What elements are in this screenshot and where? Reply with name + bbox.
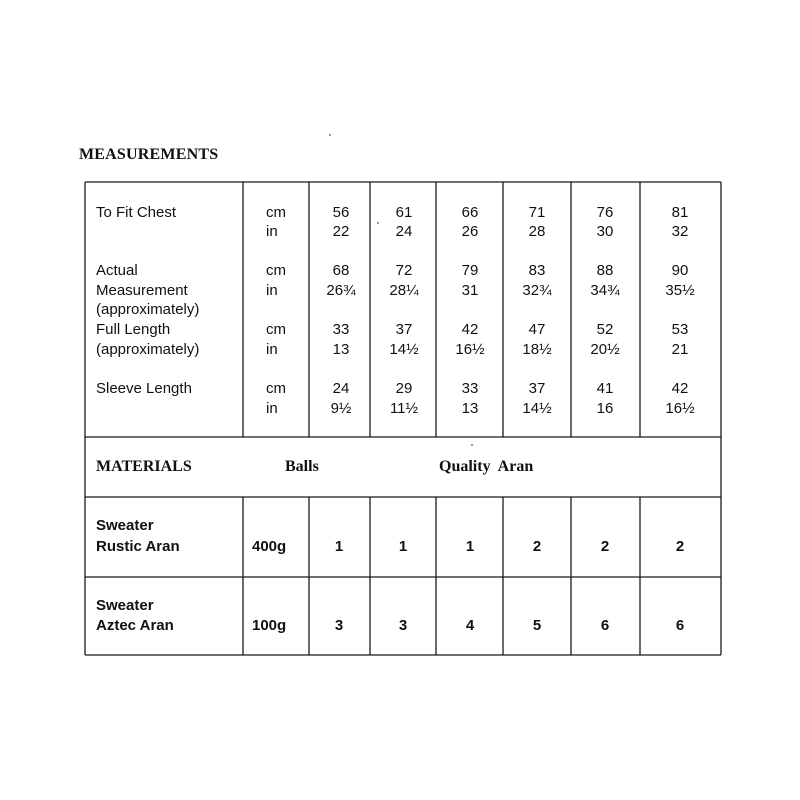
aztec-balls-size-3: 4 [465, 617, 475, 634]
sleeve-size-2-in: 11½ [389, 400, 419, 417]
chest-size-1-in: 22 [332, 223, 350, 240]
unit-cm: cm [266, 380, 286, 397]
rustic-balls-size-1: 1 [334, 538, 344, 555]
rustic-balls-size-2: 1 [398, 538, 408, 555]
sleeve-size-4-cm: 37 [528, 380, 546, 397]
actual-size-1-cm: 68 [332, 262, 350, 279]
sleeve-size-1-cm: 24 [332, 380, 350, 397]
yarn-name-line-1: Sweater [96, 597, 154, 614]
actual-size-3-cm: 79 [461, 262, 479, 279]
row-label-approximately: (approximately) [96, 341, 200, 358]
yarn-name-line-2: Rustic Aran [96, 538, 180, 555]
actual-size-1-in: 26¾ [326, 282, 356, 299]
row-label-to-fit-chest: To Fit Chest [96, 204, 177, 221]
unit-in: in [266, 223, 278, 240]
length-size-6-cm: 53 [671, 321, 689, 338]
sleeve-size-3-cm: 33 [461, 380, 479, 397]
aztec-balls-size-5: 6 [600, 617, 610, 634]
chest-size-5-in: 30 [596, 223, 614, 240]
yarn-weight: 100g [252, 617, 287, 634]
actual-size-6-cm: 90 [671, 262, 689, 279]
chest-size-3-cm: 66 [461, 204, 479, 221]
length-size-2-in: 14½ [389, 341, 419, 358]
unit-in: in [266, 341, 278, 358]
sleeve-size-1-in: 9½ [330, 400, 352, 417]
rustic-balls-size-3: 1 [465, 538, 475, 555]
chest-size-3-in: 26 [461, 223, 479, 240]
chest-size-2-cm: 61 [395, 204, 413, 221]
section-heading-measurements: MEASUREMENTS [79, 146, 219, 163]
length-size-5-cm: 52 [596, 321, 614, 338]
length-size-4-cm: 47 [528, 321, 546, 338]
row-label-measurement: Measurement [96, 282, 188, 299]
sleeve-size-2-cm: 29 [395, 380, 413, 397]
rustic-balls-size-5: 2 [600, 538, 610, 555]
aztec-balls-size-2: 3 [398, 617, 408, 634]
actual-size-4-cm: 83 [528, 262, 546, 279]
scan-speck [471, 444, 473, 446]
rustic-balls-size-4: 2 [532, 538, 542, 555]
scan-speck [329, 134, 331, 136]
chest-size-1-cm: 56 [332, 204, 350, 221]
actual-size-5-in: 34¾ [590, 282, 620, 299]
chest-size-2-in: 24 [395, 223, 413, 240]
sleeve-size-4-in: 14½ [522, 400, 552, 417]
aztec-balls-size-1: 3 [334, 617, 344, 634]
length-size-2-cm: 37 [395, 321, 413, 338]
unit-in: in [266, 282, 278, 299]
chest-size-4-cm: 71 [528, 204, 546, 221]
actual-size-2-in: 28¼ [389, 282, 419, 299]
row-label-actual: Actual [96, 262, 138, 279]
yarn-weight: 400g [252, 538, 287, 555]
actual-size-3-in: 31 [461, 282, 479, 299]
length-size-3-cm: 42 [461, 321, 479, 338]
sleeve-size-5-cm: 41 [596, 380, 614, 397]
aztec-balls-size-4: 5 [532, 617, 542, 634]
row-label-approximately: (approximately) [96, 301, 200, 318]
chest-size-4-in: 28 [528, 223, 546, 240]
unit-in: in [266, 400, 278, 417]
unit-cm: cm [266, 321, 286, 338]
balls-heading: Balls [285, 458, 319, 475]
row-label-full-length: Full Length [96, 321, 171, 338]
length-size-4-in: 18½ [522, 341, 552, 358]
chest-size-6-cm: 81 [671, 204, 689, 221]
actual-size-6-in: 35½ [665, 282, 695, 299]
sleeve-size-5-in: 16 [596, 400, 614, 417]
quality-heading: Quality Aran [439, 458, 534, 475]
rustic-balls-size-6: 2 [675, 538, 685, 555]
length-size-5-in: 20½ [590, 341, 620, 358]
sleeve-size-6-in: 16½ [665, 400, 695, 417]
length-size-6-in: 21 [671, 341, 689, 358]
chest-size-6-in: 32 [671, 223, 689, 240]
actual-size-5-cm: 88 [596, 262, 614, 279]
materials-heading: MATERIALS [96, 458, 192, 475]
sleeve-size-6-cm: 42 [671, 380, 689, 397]
chest-size-5-cm: 76 [596, 204, 614, 221]
length-size-1-in: 13 [332, 341, 350, 358]
length-size-1-cm: 33 [332, 321, 350, 338]
actual-size-4-in: 32¾ [522, 282, 552, 299]
unit-cm: cm [266, 204, 286, 221]
row-label-sleeve-length: Sleeve Length [96, 380, 192, 397]
yarn-name-line-2: Aztec Aran [96, 617, 174, 634]
sleeve-size-3-in: 13 [461, 400, 479, 417]
unit-cm: cm [266, 262, 286, 279]
length-size-3-in: 16½ [455, 341, 485, 358]
yarn-name-line-1: Sweater [96, 517, 154, 534]
aztec-balls-size-6: 6 [675, 617, 685, 634]
actual-size-2-cm: 72 [395, 262, 413, 279]
